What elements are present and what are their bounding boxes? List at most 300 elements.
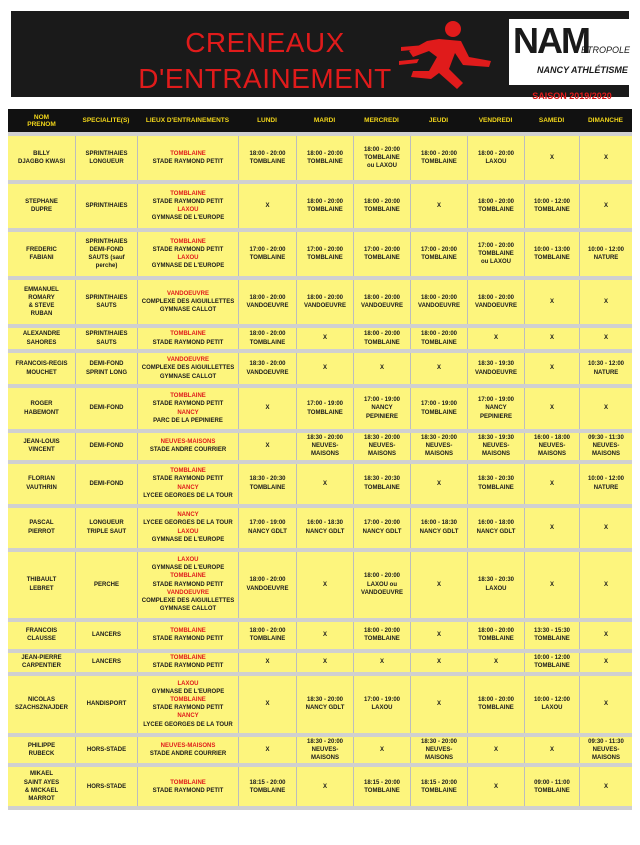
- slot-line: 09:30 - 11:30: [588, 738, 624, 745]
- table-row: [8, 353, 632, 384]
- slot-line: LAXOU ou: [367, 581, 397, 588]
- day-slot-cell: [238, 280, 296, 324]
- runner-icon: [399, 17, 509, 95]
- day-slot-cell: [238, 508, 296, 548]
- slot-line: X: [379, 746, 384, 753]
- venue-label: COMPLEXE DES AIGUILLETTES: [141, 597, 235, 604]
- name-line: PASCAL: [29, 520, 54, 527]
- name-line: HABEMONT: [24, 409, 59, 416]
- day-slot-cell: [467, 737, 524, 764]
- day-slot-cell: [296, 280, 353, 324]
- slot-line: 10:00 - 12:00: [533, 696, 571, 703]
- name-line: RUBECK: [28, 750, 55, 757]
- slot-line: TOMBLAINE: [478, 207, 514, 213]
- day-slot-cell: [296, 353, 353, 384]
- slot-line: X: [493, 335, 498, 342]
- name-line: & MICKAEL: [24, 787, 59, 794]
- slot-line: TOMBLAINE: [249, 159, 286, 165]
- slot-line: NEUVES-MAISONS: [537, 443, 566, 458]
- slot-line: X: [265, 701, 270, 707]
- name-line: DJAGBO KWASI: [17, 159, 65, 165]
- slot-line: TOMBLAINE: [478, 484, 514, 491]
- slot-line: NANCY: [485, 405, 507, 412]
- city-label: NEUVES-MAISONS: [160, 742, 216, 749]
- name-line: CARPENTIER: [21, 663, 61, 670]
- specialty-cell: [75, 552, 137, 618]
- day-slot-cell: [410, 388, 467, 429]
- slot-line: X: [603, 298, 608, 305]
- slot-line: 17:00 - 19:00: [306, 401, 344, 408]
- day-slot-cell: [296, 653, 353, 672]
- column-header: LUNDI: [238, 109, 296, 132]
- day-slot-cell: [353, 737, 410, 764]
- slot-line: PEPINIERE: [365, 413, 398, 420]
- day-slot-cell: [353, 552, 410, 618]
- specialty-line: DEMI-FOND: [89, 443, 124, 450]
- city-label: LAXOU: [177, 255, 199, 261]
- slot-line: 18:30 - 19:30: [477, 435, 515, 441]
- name-line: ROGER: [30, 401, 53, 408]
- header-row: [8, 109, 632, 132]
- logo-metropole-text: ÉTROPOLE: [581, 45, 631, 55]
- slot-line: VANDOEUVRE: [304, 303, 346, 309]
- slot-line: 17:00 - 20:00: [249, 246, 286, 253]
- slot-line: LAXOU: [541, 705, 563, 712]
- day-slot-cell: [296, 737, 353, 764]
- table-row: [8, 737, 632, 764]
- slot-line: 10:00 - 12:00: [587, 246, 625, 253]
- athlete-name-cell: [8, 737, 75, 764]
- venue-label: LYCEE GEORGES DE LA TOUR: [143, 492, 233, 499]
- venue-label: GYMNASE DE L'EUROPE: [151, 565, 225, 572]
- slot-line: VANDOEUVRE: [246, 303, 289, 309]
- slot-line: 10:00 - 12:00: [587, 476, 625, 483]
- day-slot-cell: [410, 676, 467, 733]
- slot-line: TOMBLAINE: [364, 484, 400, 491]
- name-line: VINCENT: [28, 447, 55, 454]
- location-cell: [137, 552, 238, 618]
- slot-line: NATURE: [593, 255, 619, 261]
- slot-line: X: [265, 659, 270, 665]
- slot-line: NEUVES-MAISONS: [424, 746, 453, 762]
- slot-line: LAXOU: [371, 705, 393, 712]
- slot-line: TOMBLAINE: [421, 255, 457, 261]
- slot-line: X: [436, 480, 441, 487]
- venue-label: GYMNASE DE L'EUROPE: [151, 215, 225, 222]
- slot-line: 18:00 - 20:00: [477, 627, 515, 634]
- slot-line: 17:00 - 19:00: [249, 520, 286, 527]
- city-label: LAXOU: [177, 528, 199, 535]
- day-slot-cell: [467, 622, 524, 649]
- day-slot-cell: [353, 676, 410, 733]
- day-slot-cell: [410, 737, 467, 764]
- day-slot-cell: [467, 280, 524, 324]
- day-slot-cell: [410, 232, 467, 276]
- name-line: BILLY: [33, 150, 50, 157]
- slot-line: 17:00 - 19:00: [363, 397, 401, 404]
- slot-line: X: [322, 632, 327, 638]
- slot-line: TOMBLAINE: [478, 636, 514, 643]
- slot-line: NANCY: [371, 405, 393, 412]
- day-slot-cell: [296, 388, 353, 429]
- city-label: LAXOU: [177, 680, 199, 687]
- venue-label: LYCEE GEORGES DE LA TOUR: [143, 520, 233, 527]
- specialty-line: LANCERS: [91, 659, 121, 665]
- slot-line: NANCY GDLT: [248, 528, 287, 535]
- day-slot-cell: [296, 328, 353, 349]
- venue-label: STADE RAYMOND PETIT: [152, 159, 224, 165]
- slot-line: TOMBLAINE: [534, 663, 570, 670]
- day-slot-cell: [353, 328, 410, 349]
- slot-line: NEUVES-MAISONS: [310, 443, 339, 458]
- venue-label: GYMNASE DE L'EUROPE: [151, 536, 225, 543]
- slot-line: 18:00 - 20:00: [363, 146, 401, 153]
- venue-label: GYMNASE CALLOT: [159, 307, 217, 314]
- slot-line: X: [265, 405, 270, 412]
- day-slot-cell: [579, 388, 632, 429]
- slot-line: 17:00 - 20:00: [477, 242, 515, 249]
- slot-line: X: [549, 365, 554, 372]
- day-slot-cell: [579, 353, 632, 384]
- table-row: [8, 552, 632, 618]
- table-row: [8, 136, 632, 180]
- city-label: NANCY: [177, 409, 199, 416]
- slot-line: 09:00 - 11:00: [534, 779, 570, 786]
- name-line: MOUCHET: [26, 369, 57, 376]
- slot-line: X: [603, 632, 608, 638]
- day-slot-cell: [238, 433, 296, 460]
- column-header: LIEUX D'ENTRAINEMENTS: [137, 109, 238, 132]
- column-header: NOM PRENOM: [8, 109, 75, 132]
- nam-logo: [509, 19, 633, 85]
- day-slot-cell: [238, 328, 296, 349]
- day-slot-cell: [296, 622, 353, 649]
- table-row: [8, 328, 632, 349]
- slot-line: 18:30 - 19:30: [477, 361, 515, 368]
- slot-line: 18:30 - 20:00: [306, 738, 344, 745]
- specialty-line: DEMI-FOND: [89, 405, 124, 412]
- slot-line: X: [436, 365, 441, 372]
- city-label: VANDOEUVRE: [167, 357, 209, 364]
- day-slot-cell: [579, 328, 632, 349]
- day-slot-cell: [238, 676, 296, 733]
- day-slot-cell: [524, 232, 579, 276]
- slot-line: 18:30 - 20:30: [363, 476, 401, 483]
- header-banner: [11, 11, 631, 101]
- name-line: THIBAULT: [26, 577, 57, 584]
- day-slot-cell: [467, 552, 524, 618]
- column-header: DIMANCHE: [579, 109, 632, 132]
- day-slot-cell: [524, 767, 579, 806]
- slot-line: TOMBLAINE: [421, 339, 457, 346]
- day-slot-cell: [238, 353, 296, 384]
- name-line: LEBRET: [29, 585, 54, 592]
- name-line: MIKAEL: [30, 771, 53, 778]
- slot-line: TOMBLAINE: [421, 787, 457, 794]
- table-row: [8, 433, 632, 460]
- day-slot-cell: [353, 353, 410, 384]
- location-cell: [137, 653, 238, 672]
- venue-label: COMPLEXE DES AIGUILLETTES: [141, 365, 235, 372]
- day-slot-cell: [524, 280, 579, 324]
- slot-line: 18:00 - 20:00: [249, 627, 286, 634]
- venue-label: STADE ANDRE COURRIER: [149, 750, 227, 757]
- slot-line: 18:30 - 20:00: [306, 435, 344, 441]
- slot-line: X: [549, 480, 554, 487]
- table-row: [8, 622, 632, 649]
- specialty-cell: [75, 353, 137, 384]
- slot-line: 17:00 - 19:00: [420, 401, 458, 408]
- city-label: TOMBLAINE: [170, 696, 206, 703]
- location-cell: [137, 353, 238, 384]
- slot-line: X: [493, 659, 498, 665]
- slot-line: X: [549, 746, 554, 753]
- day-slot-cell: [410, 552, 467, 618]
- day-slot-cell: [410, 184, 467, 228]
- specialty-line: SAUTS: [96, 339, 117, 346]
- slot-line: 18:15 - 20:00: [420, 779, 458, 786]
- slot-line: X: [603, 524, 608, 531]
- name-line: FRANCOIS-REGIS: [15, 361, 68, 368]
- location-cell: [137, 328, 238, 349]
- specialty-line: LONGUEUR: [89, 159, 124, 165]
- slot-line: X: [549, 154, 554, 161]
- day-slot-cell: [579, 232, 632, 276]
- day-slot-cell: [296, 136, 353, 180]
- table-row: [8, 464, 632, 504]
- day-slot-cell: [238, 767, 296, 806]
- column-header: SPECIALITE(S): [75, 109, 137, 132]
- slot-line: X: [265, 202, 270, 209]
- slot-line: TOMBLAINE: [307, 207, 343, 213]
- slot-line: 18:00 - 20:00: [363, 573, 401, 580]
- day-slot-cell: [410, 433, 467, 460]
- slot-line: NATURE: [593, 484, 619, 491]
- slot-line: X: [603, 659, 608, 665]
- specialty-line: SPRINT/HAIES: [85, 331, 128, 338]
- city-label: VANDOEUVRE: [167, 290, 209, 297]
- slot-line: 18:30 - 20:30: [477, 577, 515, 584]
- slot-line: 17:00 - 20:00: [306, 246, 344, 253]
- slot-line: TOMBLAINE: [307, 255, 343, 261]
- location-cell: [137, 433, 238, 460]
- specialty-line: TRIPLE SAUT: [86, 528, 127, 535]
- specialty-cell: [75, 653, 137, 672]
- day-slot-cell: [467, 353, 524, 384]
- day-slot-cell: [579, 552, 632, 618]
- venue-label: STADE RAYMOND PETIT: [152, 246, 224, 253]
- slot-line: TOMBLAINE: [534, 787, 570, 794]
- day-slot-cell: [467, 653, 524, 672]
- name-line: VAUTHRIN: [26, 484, 57, 491]
- specialty-line: LANCERS: [91, 632, 121, 638]
- day-slot-cell: [579, 767, 632, 806]
- slot-line: VANDOEUVRE: [361, 589, 403, 596]
- venue-label: STADE RAYMOND PETIT: [152, 339, 224, 346]
- day-slot-cell: [467, 508, 524, 548]
- slot-line: X: [493, 783, 498, 790]
- day-slot-cell: [579, 433, 632, 460]
- slot-line: 18:00 - 20:00: [249, 294, 286, 301]
- venue-label: LYCEE GEORGES DE LA TOUR: [143, 721, 233, 728]
- venue-label: STADE RAYMOND PETIT: [152, 198, 224, 205]
- slot-line: X: [322, 480, 327, 487]
- name-line: ROMARY: [28, 294, 55, 301]
- slot-line: X: [603, 154, 608, 161]
- column-header: VENDREDI: [467, 109, 524, 132]
- table-row: [8, 508, 632, 548]
- specialty-cell: [75, 232, 137, 276]
- slot-line: 18:00 - 20:00: [306, 294, 344, 301]
- venue-label: GYMNASE DE L'EUROPE: [151, 688, 225, 695]
- day-slot-cell: [524, 353, 579, 384]
- day-slot-cell: [579, 676, 632, 733]
- day-slot-cell: [524, 737, 579, 764]
- athlete-name-cell: [8, 388, 75, 429]
- table-row: [8, 767, 632, 806]
- venue-label: STADE RAYMOND PETIT: [152, 401, 224, 408]
- city-label: TOMBLAINE: [170, 468, 206, 475]
- name-line: NICOLAS: [28, 696, 55, 703]
- title-line-2: D'ENTRAINEMENT: [138, 63, 392, 94]
- name-line: SZACHSZNAJDER: [14, 705, 68, 712]
- name-line: DUPRE: [30, 207, 52, 213]
- city-label: LAXOU: [177, 207, 199, 213]
- slot-line: NEUVES-MAISONS: [367, 443, 396, 458]
- slot-line: 18:00 - 20:00: [306, 198, 344, 205]
- name-line: CLAUSSE: [27, 636, 56, 643]
- slot-line: VANDOEUVRE: [475, 369, 517, 376]
- location-cell: [137, 136, 238, 180]
- name-line: FREDERIC: [26, 246, 57, 253]
- location-cell: [137, 464, 238, 504]
- day-slot-cell: [410, 653, 467, 672]
- athlete-name-cell: [8, 328, 75, 349]
- venue-label: STADE ANDRE COURRIER: [149, 447, 227, 454]
- athlete-name-cell: [8, 676, 75, 733]
- name-line: MARROT: [28, 795, 55, 802]
- day-slot-cell: [238, 136, 296, 180]
- day-slot-cell: [579, 280, 632, 324]
- day-slot-cell: [353, 184, 410, 228]
- specialty-cell: [75, 136, 137, 180]
- day-slot-cell: [238, 388, 296, 429]
- slot-line: 18:30 - 20:30: [477, 476, 515, 483]
- slot-line: 18:00 - 20:00: [363, 331, 401, 338]
- specialty-line: LONGUEUR: [89, 520, 124, 527]
- athlete-name-cell: [8, 464, 75, 504]
- title-line-1: CRENEAUX: [185, 27, 345, 58]
- slot-line: PEPINIERE: [479, 413, 512, 420]
- slot-line: VANDOEUVRE: [361, 303, 403, 309]
- slot-line: VANDOEUVRE: [246, 369, 289, 376]
- slot-line: 18:00 - 20:00: [477, 696, 515, 703]
- name-line: SAHORES: [26, 339, 57, 346]
- table-row: [8, 388, 632, 429]
- day-slot-cell: [410, 136, 467, 180]
- day-slot-cell: [296, 464, 353, 504]
- day-slot-cell: [410, 464, 467, 504]
- athlete-name-cell: [8, 653, 75, 672]
- day-slot-cell: [467, 232, 524, 276]
- slot-line: TOMBLAINE: [478, 250, 514, 257]
- day-slot-cell: [238, 464, 296, 504]
- name-line: RUBAN: [30, 311, 53, 318]
- column-header: SAMEDI: [524, 109, 579, 132]
- slot-line: 18:00 - 20:00: [249, 331, 286, 338]
- slot-line: X: [322, 365, 327, 372]
- slot-line: VANDOEUVRE: [246, 585, 289, 592]
- day-slot-cell: [579, 622, 632, 649]
- slot-line: 10:30 - 12:00: [587, 361, 625, 368]
- slot-line: X: [322, 581, 327, 588]
- day-slot-cell: [524, 184, 579, 228]
- slot-line: 18:00 - 20:00: [477, 150, 515, 157]
- day-slot-cell: [353, 280, 410, 324]
- specialty-cell: [75, 328, 137, 349]
- specialty-cell: [75, 280, 137, 324]
- day-slot-cell: [579, 136, 632, 180]
- slot-line: LAXOU: [485, 159, 507, 165]
- slot-line: TOMBLAINE: [364, 636, 400, 643]
- slot-line: X: [265, 443, 270, 450]
- specialty-line: PERCHE: [93, 581, 119, 588]
- slot-line: 17:00 - 19:00: [363, 696, 401, 703]
- day-slot-cell: [353, 388, 410, 429]
- day-slot-cell: [353, 433, 410, 460]
- location-cell: [137, 676, 238, 733]
- city-label: VANDOEUVRE: [167, 589, 209, 596]
- slot-line: TOMBLAINE: [421, 409, 457, 416]
- city-label: TOMBLAINE: [170, 573, 206, 580]
- city-label: TOMBLAINE: [170, 238, 206, 245]
- slot-line: X: [603, 335, 608, 342]
- venue-label: STADE RAYMOND PETIT: [152, 787, 224, 794]
- slot-line: 18:15 - 20:00: [363, 779, 401, 786]
- specialty-line: SAUTS: [96, 303, 117, 309]
- venue-label: GYMNASE CALLOT: [159, 606, 217, 613]
- specialty-line: HANDISPORT: [86, 701, 127, 707]
- location-cell: [137, 622, 238, 649]
- day-slot-cell: [296, 676, 353, 733]
- table-body: [8, 136, 632, 806]
- city-label: TOMBLAINE: [170, 190, 206, 197]
- slot-line: X: [322, 783, 327, 790]
- day-slot-cell: [467, 676, 524, 733]
- day-slot-cell: [579, 737, 632, 764]
- slot-line: 18:00 - 20:00: [249, 150, 286, 157]
- day-slot-cell: [238, 232, 296, 276]
- athlete-name-cell: [8, 433, 75, 460]
- day-slot-cell: [410, 353, 467, 384]
- slot-line: 17:00 - 20:00: [420, 246, 458, 253]
- specialty-line: SPRINT/HAIES: [85, 202, 128, 209]
- athlete-name-cell: [8, 232, 75, 276]
- venue-label: STADE RAYMOND PETIT: [152, 581, 224, 588]
- location-cell: [137, 767, 238, 806]
- city-label: NANCY: [177, 484, 199, 491]
- venue-label: GYMNASE CALLOT: [159, 373, 217, 380]
- day-slot-cell: [296, 767, 353, 806]
- slot-line: VANDOEUVRE: [475, 303, 517, 309]
- column-header: MERCREDI: [353, 109, 410, 132]
- day-slot-cell: [410, 622, 467, 649]
- slot-line: 18:30 - 20:00: [420, 738, 458, 745]
- venue-label: STADE RAYMOND PETIT: [152, 636, 224, 643]
- slot-line: TOMBLAINE: [534, 636, 570, 643]
- day-slot-cell: [579, 184, 632, 228]
- day-slot-cell: [410, 508, 467, 548]
